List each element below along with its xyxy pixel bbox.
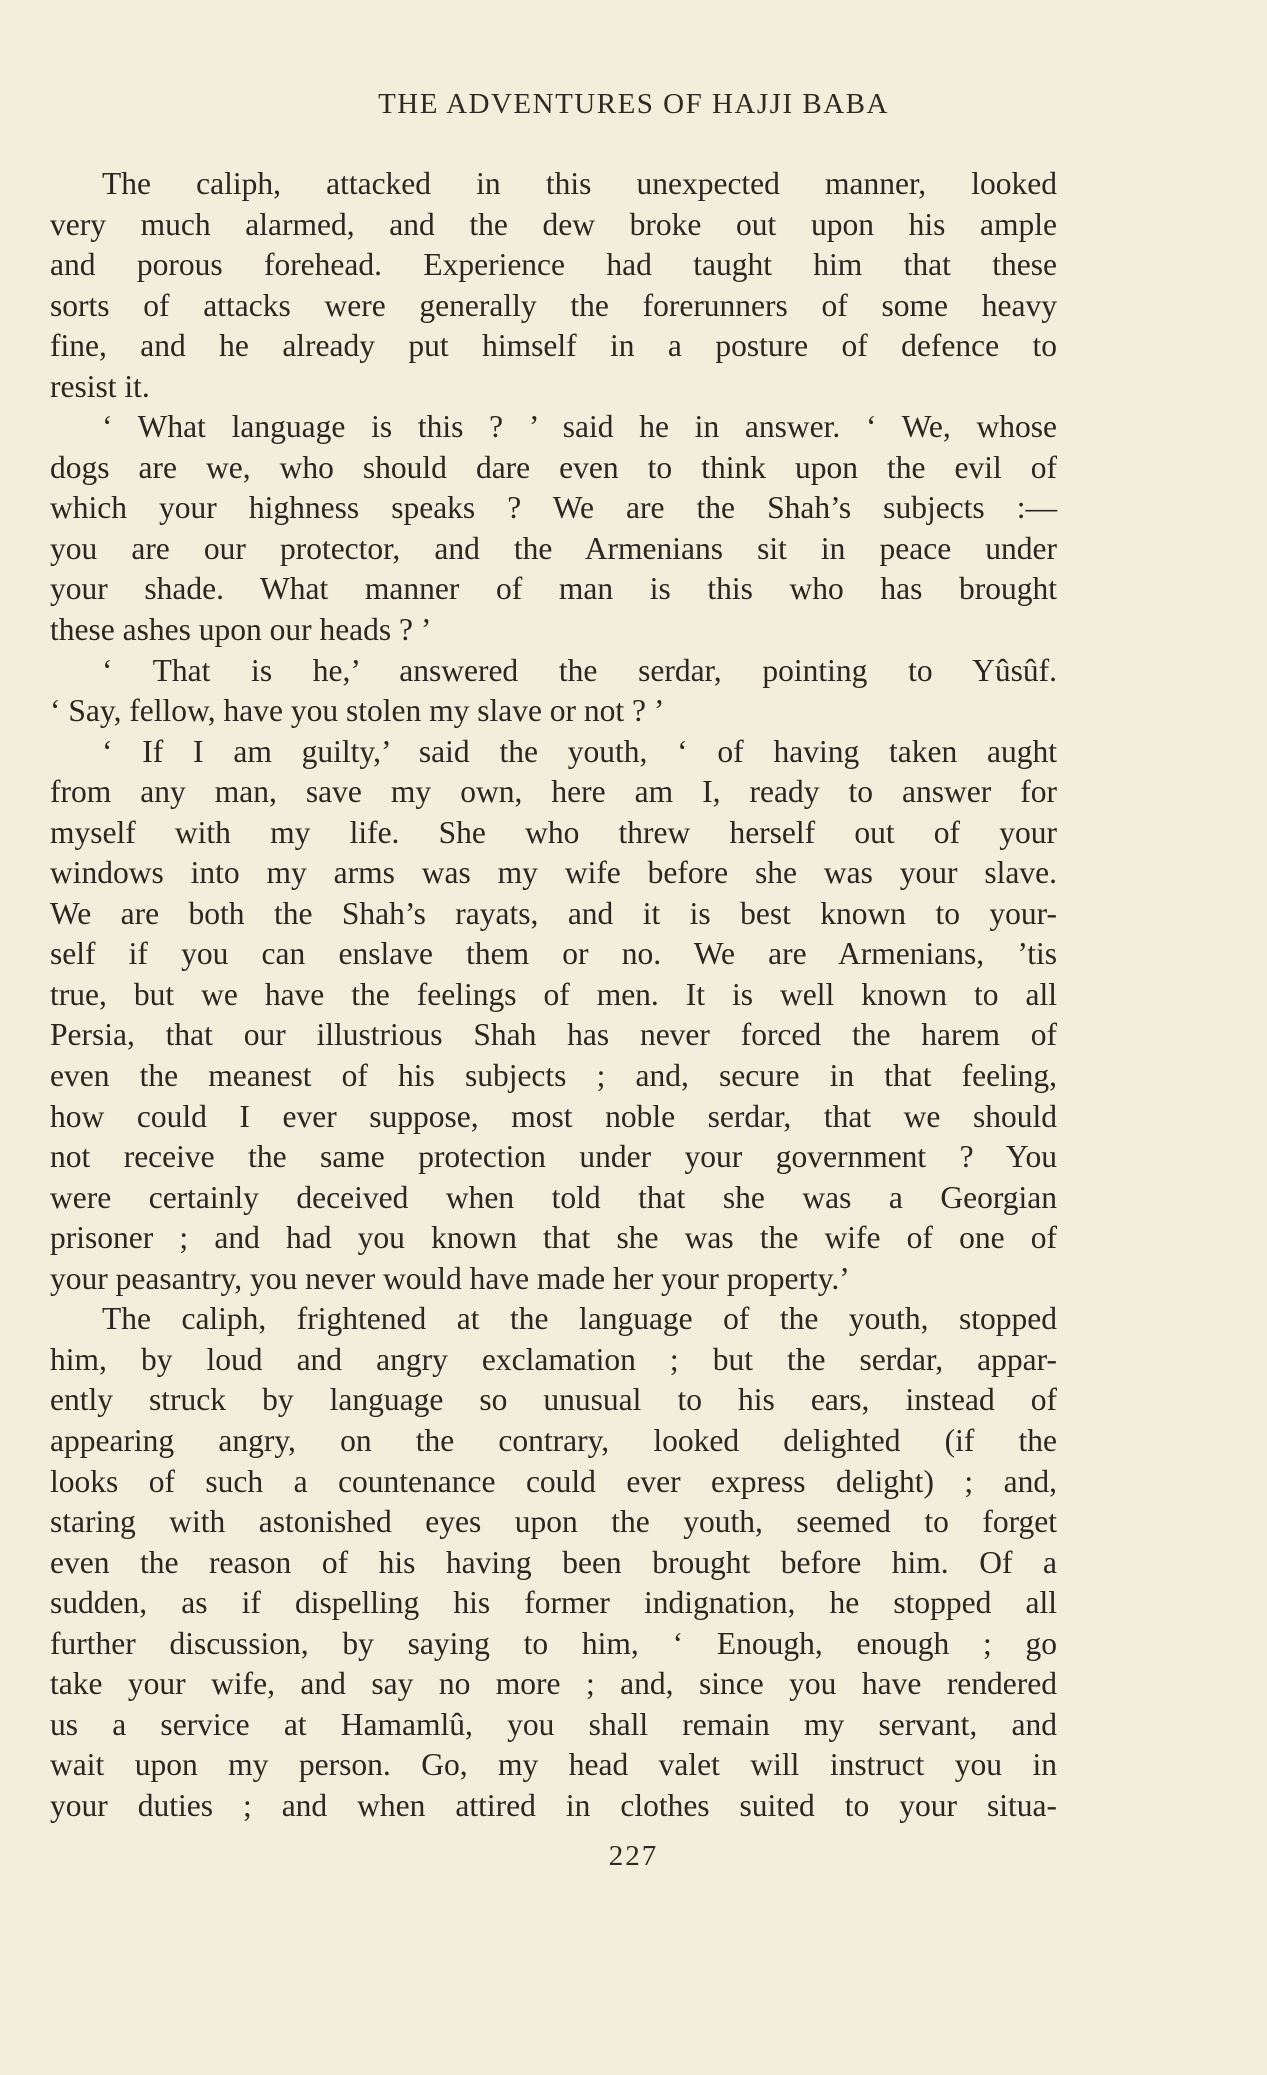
text-line: your duties ; and when attired in clothes suited to your situa-	[50, 1787, 1057, 1823]
text-line: and porous forehead. Experience had taught him that these	[50, 247, 1057, 283]
text-line: very much alarmed, and the dew broke out upon his ample	[50, 206, 1057, 242]
paragraph	[50, 732, 1057, 1300]
text-line: even the meanest of his subjects ; and, secure in that feeling,	[50, 1058, 1057, 1094]
text-line: self if you can enslave them or no. We are Armenians, ’tis	[50, 936, 1057, 972]
text-line: The caliph, frightened at the language of the youth, stopped	[102, 1301, 1057, 1337]
text-line: from any man, save my own, here am I, ready to answer for	[50, 774, 1057, 810]
text-line: staring with astonished eyes upon the youth, seemed to forget	[50, 1504, 1057, 1540]
text-line: appearing angry, on the contrary, looked delighted (if the	[50, 1422, 1057, 1458]
text-line: true, but we have the feelings of men. It is well known to all	[50, 976, 1057, 1012]
text-line: take your wife, and say no more ; and, since you have rendered	[50, 1666, 1057, 1702]
text-line: your peasantry, you never would have made her your property.’	[50, 1260, 850, 1296]
body-text	[50, 164, 1057, 1826]
paragraph	[50, 1299, 1057, 1826]
text-line: further discussion, by saying to him, ‘ Enough, enough ; go	[50, 1625, 1057, 1661]
text-line: fine, and he already put himself in a posture of defence to	[50, 328, 1057, 364]
running-head: THE ADVENTURES OF HAJJI BABA	[378, 88, 889, 120]
text-line: him, by loud and angry exclamation ; but the serdar, appar-	[50, 1341, 1057, 1377]
text-line: We are both the Shah’s rayats, and it is best known to your-	[50, 895, 1057, 931]
text-line: sorts of attacks were generally the forerunners of some heavy	[50, 287, 1057, 323]
page-number: 227	[608, 1840, 659, 1872]
paragraph	[50, 407, 1057, 650]
text-line: resist it.	[50, 368, 150, 404]
text-line: myself with my life. She who threw herself out of your	[50, 814, 1057, 850]
text-line: ‘ What language is this ? ’ said he in answer. ‘ We, whose	[102, 409, 1057, 445]
paragraph	[50, 164, 1057, 407]
text-line: The caliph, attacked in this unexpected manner, looked	[102, 166, 1057, 201]
text-line: which your highness speaks ? We are the Shah’s subjects :—	[50, 490, 1057, 526]
text-line: even the reason of his having been brought before him. Of a	[50, 1544, 1057, 1580]
text-line: prisoner ; and had you known that she was the wife of one of	[50, 1220, 1057, 1256]
text-line: looks of such a countenance could ever express delight) ; and,	[50, 1463, 1057, 1499]
text-line: us a service at Hamamlû, you shall remain my servant, and	[50, 1706, 1057, 1742]
text-line: your shade. What manner of man is this who has brought	[50, 571, 1057, 607]
text-line: Persia, that our illustrious Shah has never forced the harem of	[50, 1017, 1057, 1053]
text-line: you are our protector, and the Armenians sit in peace under	[50, 530, 1057, 566]
text-line: sudden, as if dispelling his former indignation, he stopped all	[50, 1585, 1057, 1621]
text-line: ‘ That is he,’ answered the serdar, pointing to Yûsûf.	[102, 652, 1057, 688]
text-line: how could I ever suppose, most noble serdar, that we should	[50, 1098, 1057, 1134]
paragraph	[50, 651, 1057, 732]
text-line: ‘ Say, fellow, have you stolen my slave or not ? ’	[50, 693, 665, 729]
text-line: wait upon my person. Go, my head valet will instruct you in	[50, 1747, 1057, 1783]
text-line: were certainly deceived when told that she was a Georgian	[50, 1179, 1057, 1215]
text-line: ‘ If I am guilty,’ said the youth, ‘ of having taken aught	[102, 733, 1057, 769]
text-line: not receive the same protection under your government ? You	[50, 1139, 1057, 1175]
text-line: windows into my arms was my wife before she was your slave.	[50, 855, 1057, 891]
text-line: ently struck by language so unusual to his ears, instead of	[50, 1382, 1057, 1418]
text-line: dogs are we, who should dare even to think upon the evil of	[50, 449, 1057, 485]
text-line: these ashes upon our heads ? ’	[50, 612, 432, 648]
